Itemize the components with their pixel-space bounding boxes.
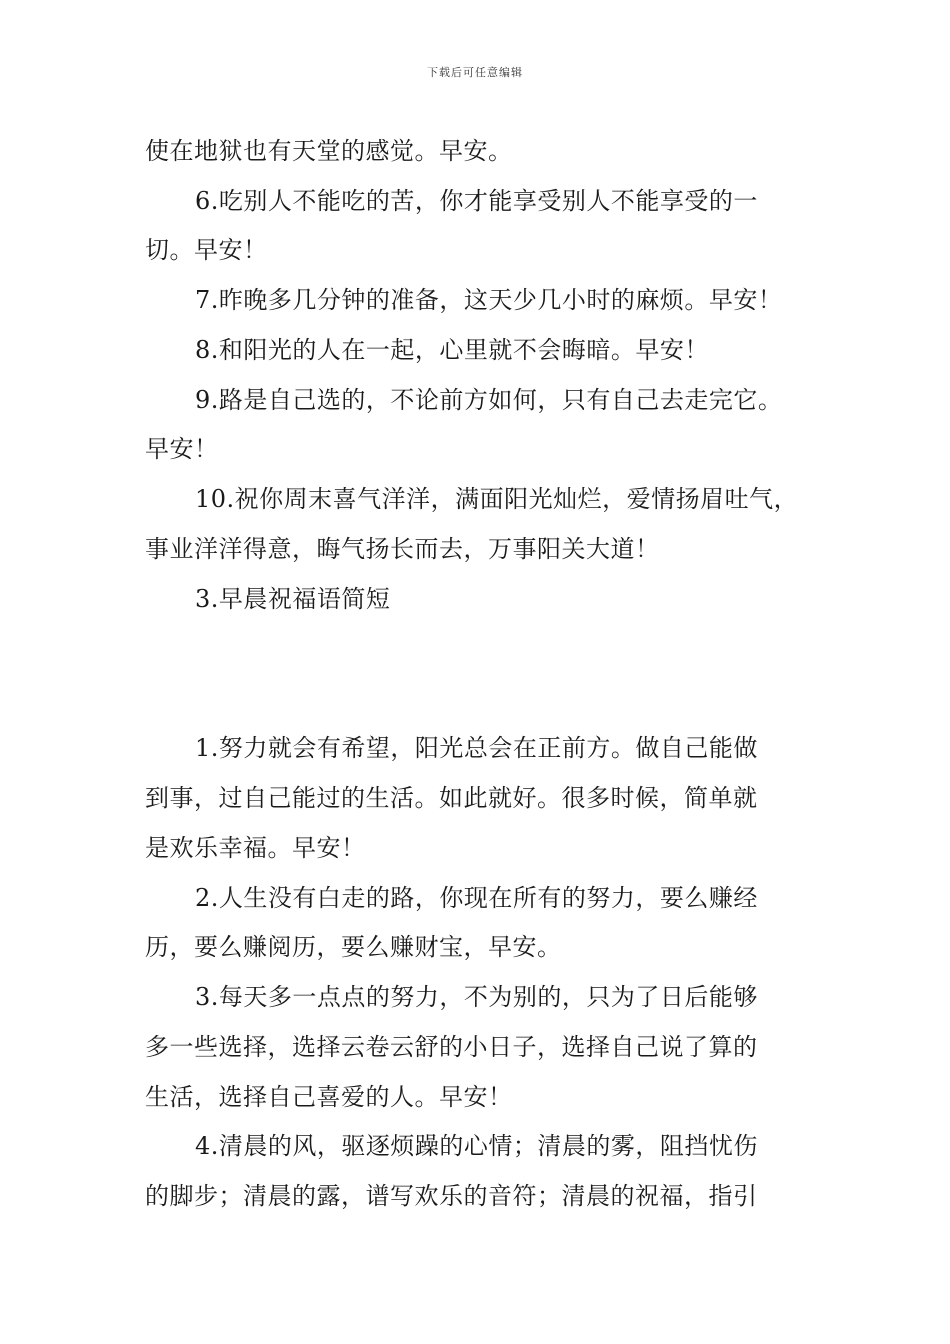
text-line: 9.路是自己选的，不论前方如何，只有自己去走完它。 — [195, 386, 783, 414]
text-line: 历，要么赚阅历，要么赚财宝，早安。 — [145, 933, 562, 961]
text-line: 7.昨晚多几分钟的准备，这天少几小时的麻烦。早安！ — [195, 286, 783, 314]
text-line: 是欢乐幸福。早安！ — [145, 834, 366, 862]
text-line: 4.清晨的风，驱逐烦躁的心情；清晨的雾，阻挡忧伤 — [195, 1132, 758, 1160]
text-line: 早安！ — [145, 435, 219, 463]
text-line: 生活，选择自己喜爱的人。早安！ — [145, 1083, 513, 1111]
text-line: 的脚步；清晨的露，谱写欢乐的音符；清晨的祝福，指引 — [145, 1182, 758, 1210]
text-line: 1.努力就会有希望，阳光总会在正前方。做自己能做 — [195, 734, 758, 762]
text-line: 8.和阳光的人在一起，心里就不会晦暗。早安！ — [195, 336, 709, 364]
page-header: 下载后可任意编辑 — [427, 66, 523, 79]
text-line: 10.祝你周末喜气洋洋，满面阳光灿烂，爱情扬眉吐气， — [195, 485, 799, 513]
text-line: 事业洋洋得意，晦气扬长而去，万事阳关大道！ — [145, 535, 660, 563]
text-line: 使在地狱也有天堂的感觉。早安。 — [145, 137, 513, 165]
text-line: 多一些选择，选择云卷云舒的小日子，选择自己说了算的 — [145, 1033, 758, 1061]
text-line: 6.吃别人不能吃的苦，你才能享受别人不能享受的一 — [195, 187, 758, 215]
section-heading: 3.早晨祝福语简短 — [195, 585, 391, 613]
text-line: 到事，过自己能过的生活。如此就好。很多时候，简单就 — [145, 784, 758, 812]
text-line: 切。早安！ — [145, 236, 268, 264]
text-line: 3.每天多一点点的努力，不为别的，只为了日后能够 — [195, 983, 758, 1011]
text-line: 2.人生没有白走的路，你现在所有的努力，要么赚经 — [195, 884, 758, 912]
